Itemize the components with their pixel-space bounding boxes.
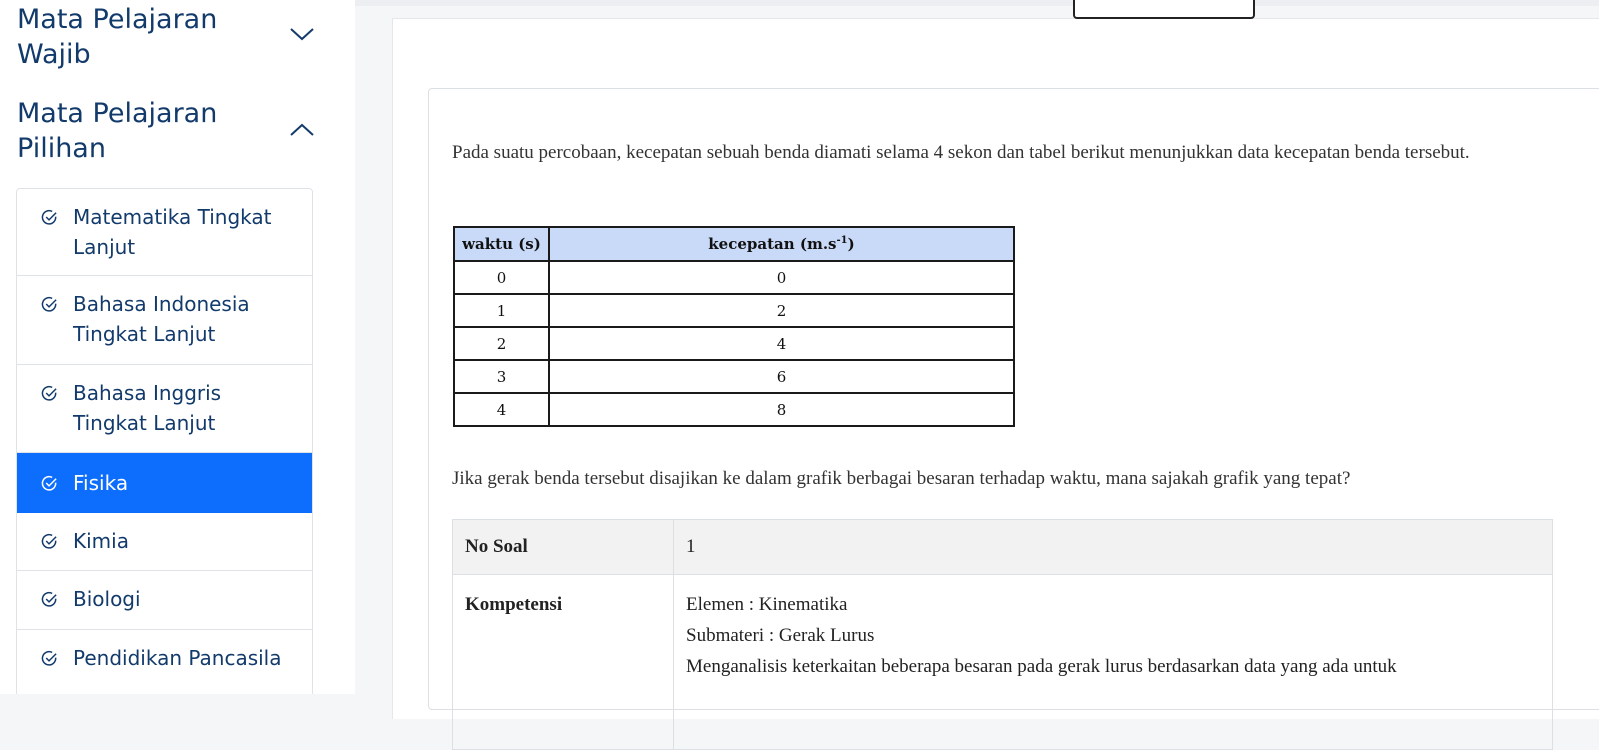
question-intro: Pada suatu percobaan, kecepatan sebuah benda diamati selama 4 sekon dan tabel berikut menunjukkan data kecepatan benda tersebut.: [452, 142, 1470, 163]
sidebar-item-label: Pendidikan Pancasila: [73, 646, 282, 670]
check-circle-icon: [41, 650, 58, 667]
accordion-title: Mata Pelajaran Wajib: [17, 4, 218, 70]
sidebar-item-fisika[interactable]: [17, 453, 312, 513]
header-waktu: waktu (s): [454, 227, 549, 261]
cell-waktu: 1: [454, 294, 549, 327]
check-circle-icon: [41, 209, 58, 226]
accordion-title: Mata Pelajaran Pilihan: [17, 98, 218, 164]
table-row: [454, 360, 1014, 393]
data-table: [453, 226, 1015, 427]
sidebar-item-bahasa-indonesia-tingkat-lanjut[interactable]: [17, 276, 312, 365]
top-tab-button[interactable]: [1073, 0, 1255, 19]
kompetensi-value: [674, 575, 1553, 750]
table-row: [454, 327, 1014, 360]
top-bar: [355, 0, 1599, 6]
sidebar-item-bahasa-inggris-tingkat-lanjut[interactable]: [17, 365, 312, 453]
cell-kecepatan: 0: [549, 261, 1014, 294]
no-soal-value: 1: [674, 520, 1553, 575]
table-row: [454, 261, 1014, 294]
deskripsi-text: Menganalisis keterkaitan beberapa besaran pada gerak lurus berdasarkan data yang ada untuk: [686, 656, 1397, 677]
sidebar-item-label: Biologi: [73, 587, 141, 611]
question-prompt: Jika gerak benda tersebut disajikan ke dalam grafik berbagai besaran terhadap waktu, mana sajakah grafik yang tepat?: [452, 468, 1351, 489]
sidebar-item-label: Fisika: [73, 471, 129, 495]
cell-kecepatan: 6: [549, 360, 1014, 393]
check-circle-icon: [41, 591, 58, 608]
check-circle-icon: [41, 296, 58, 313]
sidebar-item-matematika-tingkat-lanjut[interactable]: [17, 189, 312, 276]
question-info-table: [452, 519, 1553, 750]
table-header-row: [454, 227, 1014, 261]
sidebar-item-label: Bahasa Inggris Tingkat Lanjut: [73, 381, 222, 435]
cell-waktu: 3: [454, 360, 549, 393]
sidebar-item-pendidikan-pancasila[interactable]: [17, 630, 312, 694]
sidebar: [0, 0, 355, 694]
sidebar-item-label: Bahasa Indonesia Tingkat Lanjut: [73, 292, 250, 346]
submateri-text: Submateri : Gerak Lurus: [686, 625, 875, 646]
header-kecepatan: kecepatan $(m.s^{-1})$: [549, 227, 1014, 261]
accordion-mata-pelajaran-wajib[interactable]: [17, 2, 337, 72]
check-circle-icon: [41, 475, 58, 492]
cell-kecepatan: 8: [549, 393, 1014, 426]
cell-waktu: 0: [454, 261, 549, 294]
subject-list: [16, 188, 313, 694]
sidebar-item-label: Matematika Tingkat Lanjut: [73, 205, 272, 259]
sidebar-item-biologi[interactable]: [17, 571, 312, 630]
accordion-mata-pelajaran-pilihan[interactable]: [17, 96, 337, 166]
table-row: [454, 393, 1014, 426]
cell-kecepatan: 4: [549, 327, 1014, 360]
cell-kecepatan: 2: [549, 294, 1014, 327]
elemen-text: Elemen : Kinematika: [686, 594, 848, 615]
sidebar-item-label: Kimia: [73, 529, 129, 553]
cell-waktu: 4: [454, 393, 549, 426]
chevron-up-icon: [289, 122, 315, 138]
check-circle-icon: [41, 533, 58, 550]
cell-waktu: 2: [454, 327, 549, 360]
chevron-down-icon: [289, 26, 315, 42]
no-soal-label: No Soal: [453, 520, 674, 575]
sidebar-item-kimia[interactable]: [17, 513, 312, 571]
info-row-kompetensi: [453, 575, 1553, 750]
info-row-no-soal: [453, 520, 1553, 575]
check-circle-icon: [41, 385, 58, 402]
table-row: [454, 294, 1014, 327]
kompetensi-label: Kompetensi: [453, 575, 674, 750]
